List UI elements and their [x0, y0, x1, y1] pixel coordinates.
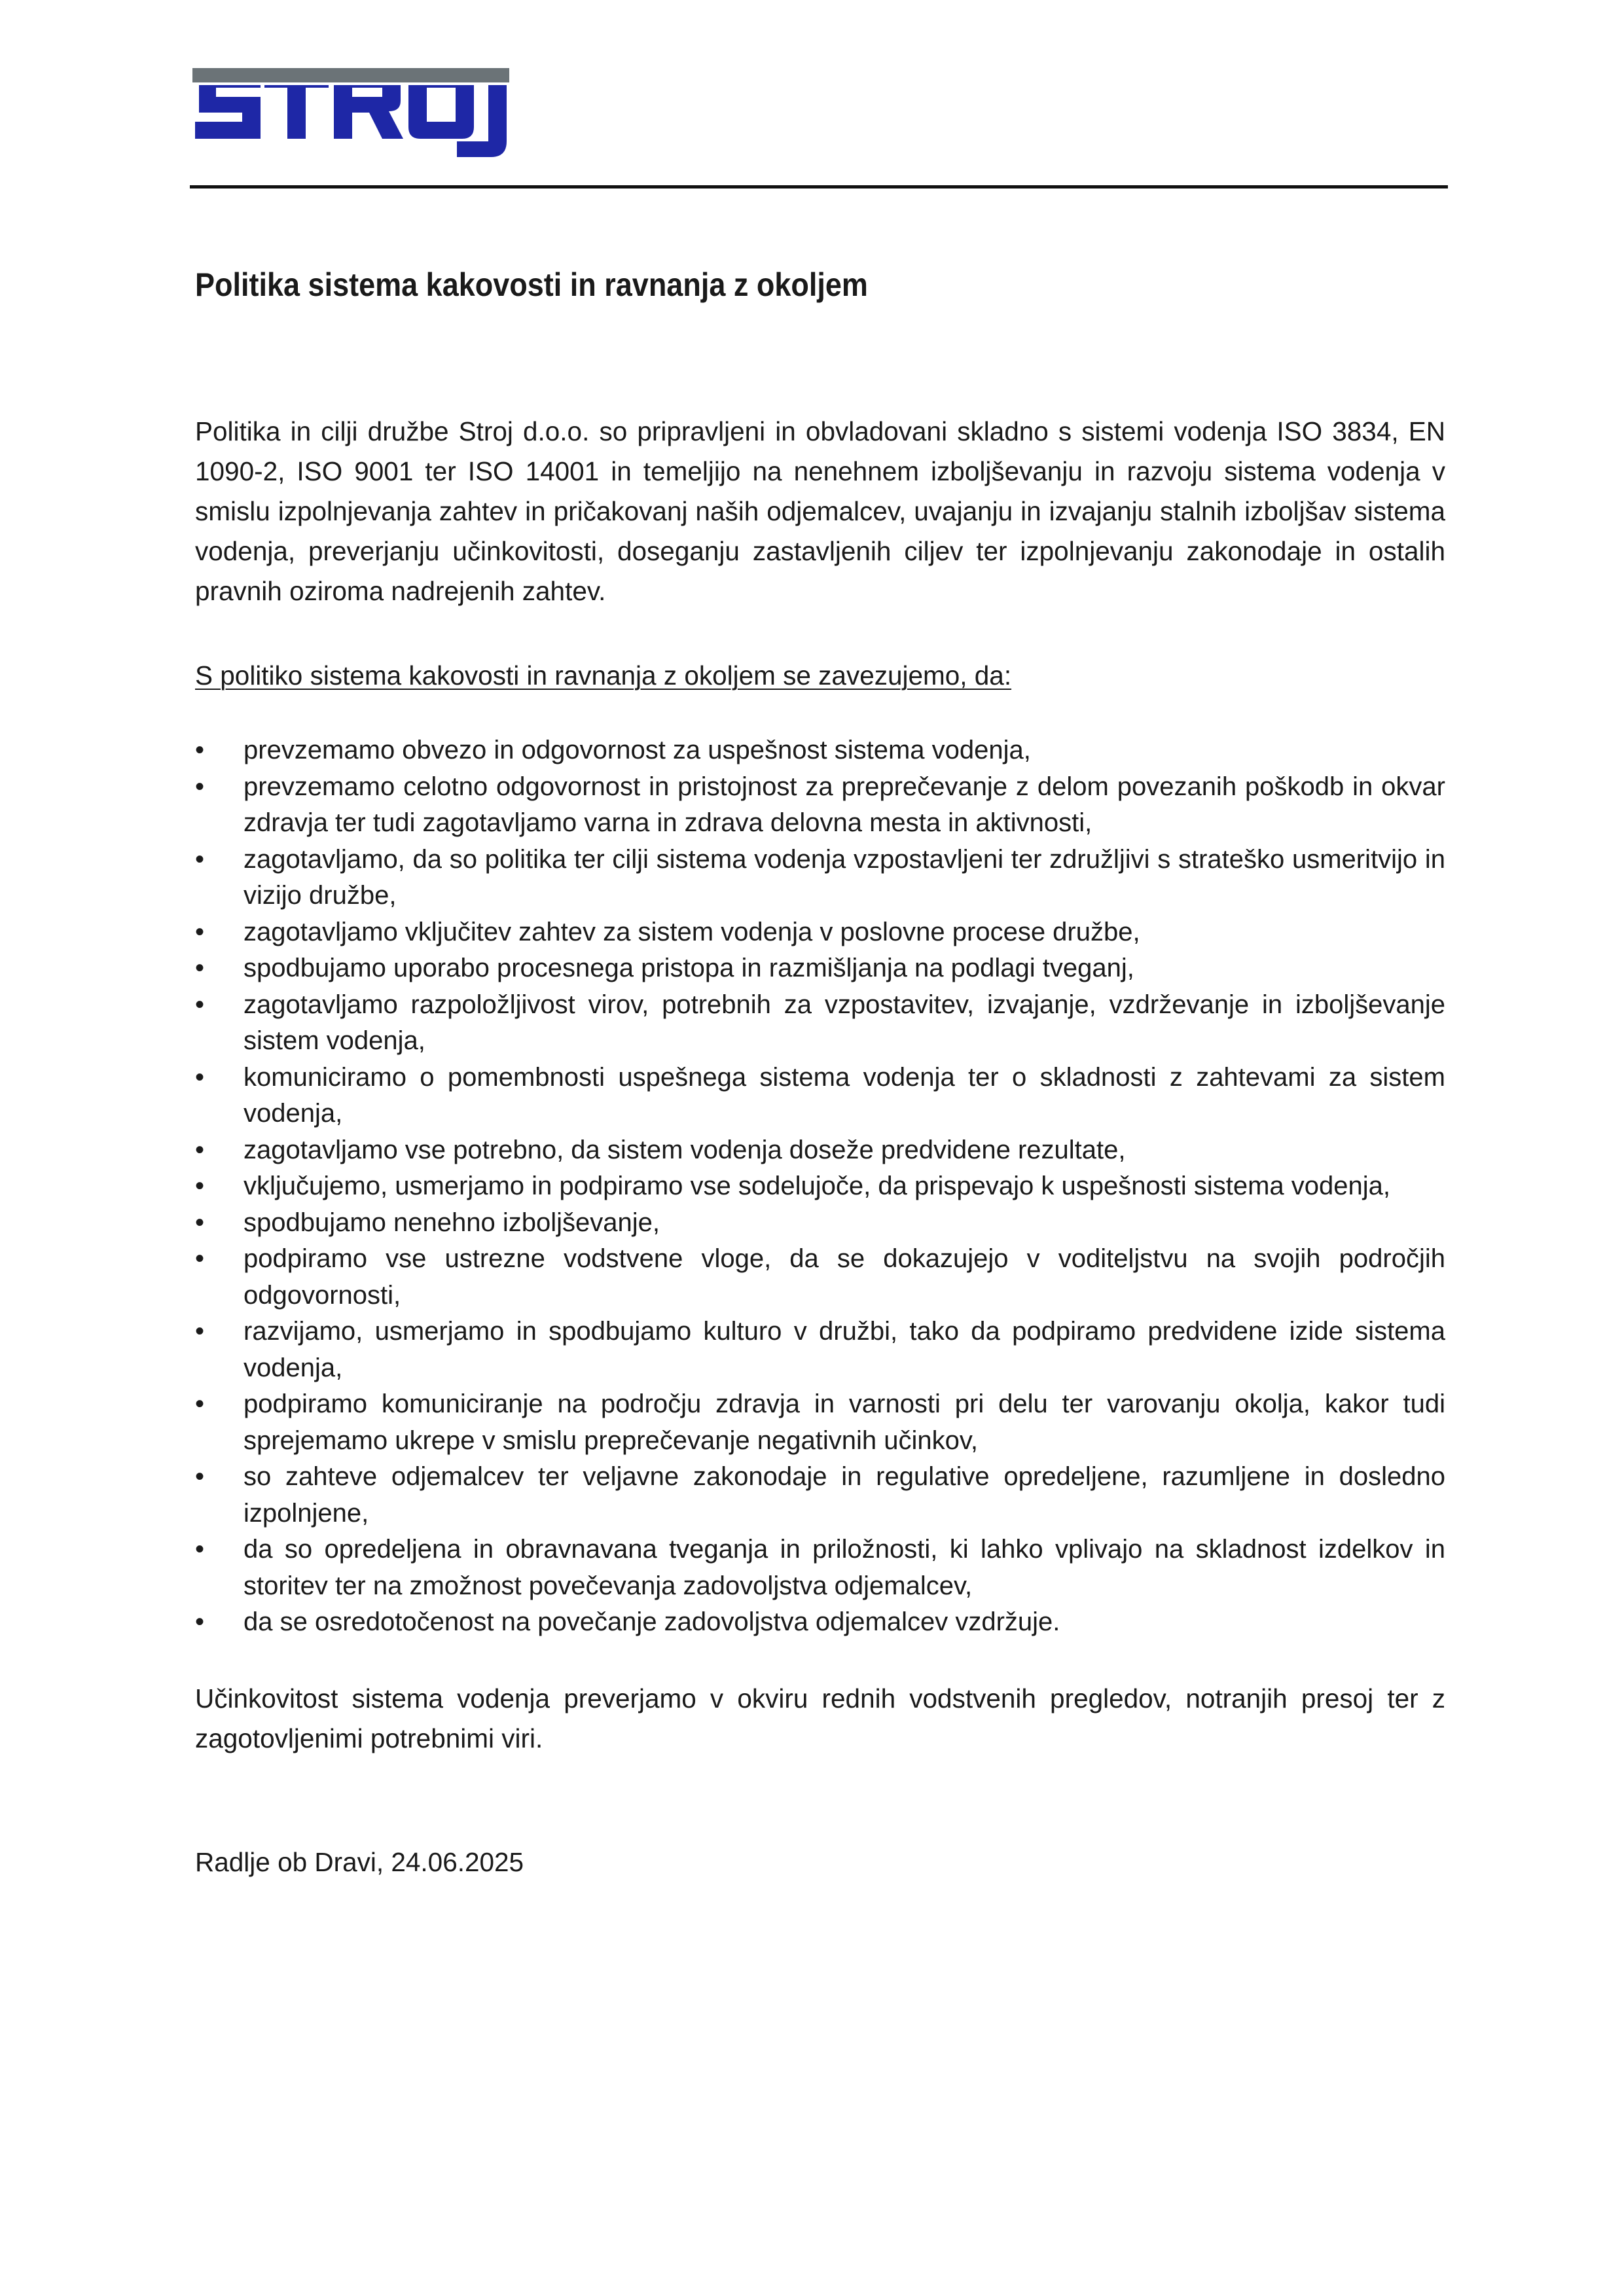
- logo-top-band: [192, 68, 509, 82]
- list-item: • zagotavljamo vse potrebno, da sistem vodenja doseže predvidene rezultate,: [195, 1132, 1445, 1169]
- intro-paragraph: Politika in cilji družbe Stroj d.o.o. so pripravljeni in obvladovani skladno s sistemi vodenja ISO 3834, EN 1090-2, ISO 9001 ter ISO 14001 in temeljijo na nenehnem izboljševanju in razvoju sistema vodenja v smislu izpolnjevanja zahtev in pričakovanj naših odjemalcev, uvajanju in izvajanju stalnih izboljšav sistema vodenja, preverjanju učinkovitosti, doseganju zastavljenih ciljev ter izpolnjevanju zakonodaje in ostalih pravnih oziroma nadrejenih zahtev.: [195, 416, 1445, 606]
- place-date: Radlje ob Dravi, 24.06.2025: [195, 1846, 524, 1877]
- bullet-icon: •: [195, 1172, 205, 1200]
- list-item: • zagotavljamo razpoložljivost virov, potrebnih za vzpostavitev, izvajanje, vzdrževanje in izboljševanje sistem vodenja,: [195, 987, 1445, 1060]
- bullet-icon: •: [195, 1607, 205, 1636]
- list-item: • zagotavljamo vključitev zahtev za sistem vodenja v poslovne procese družbe,: [195, 914, 1445, 951]
- bullet-icon: •: [195, 1062, 205, 1092]
- header-divider: [190, 185, 1448, 188]
- list-item: • da so opredeljena in obravnavana tveganja in priložnosti, ki lahko vplivajo na skladnost izdelkov in storitev ter na zmožnost povečevanja zadovoljstva odjemalcev,: [195, 1532, 1445, 1604]
- closing-paragraph: Učinkovitost sistema vodenja preverjamo v okviru rednih vodstvenih pregledov, notranjih presoj ter z zagotovljenimi potrebnimi viri.: [195, 1683, 1445, 1753]
- list-item: • komuniciramo o pomembnosti uspešnega sistema vodenja ter o skladnosti z zahtevami za sistem vodenja,: [195, 1060, 1445, 1132]
- bullet-icon: •: [195, 1390, 205, 1418]
- list-item: • zagotavljamo, da so politika ter cilji sistema vodenja vzpostavljeni ter združljivi s strateško usmeritvijo in vizijo družbe,: [195, 842, 1445, 914]
- document-body: [195, 265, 1445, 1882]
- list-item: • so zahteve odjemalcev ter veljavne zakonodaje in regulative opredeljene, razumljene in dosledno izpolnjene,: [195, 1459, 1445, 1532]
- list-item: • vključujemo, usmerjamo in podpiramo vse sodelujoče, da prispevajo k uspešnosti sistema vodenja,: [195, 1168, 1445, 1205]
- list-item: • spodbujamo uporabo procesnega pristopa in razmišljanja na podlagi tveganj,: [195, 950, 1445, 987]
- list-item: • podpiramo vse ustrezne vodstvene vloge, da se dokazujejo v voditeljstvu na svojih področjih odgovornosti,: [195, 1241, 1445, 1314]
- list-item: • prevzemamo obvezo in odgovornost za uspešnost sistema vodenja,: [195, 732, 1445, 769]
- bullet-icon: •: [195, 1208, 205, 1237]
- bullet-icon: •: [195, 1244, 205, 1273]
- commitments-list: [195, 732, 1445, 1641]
- bullet-icon: •: [195, 844, 205, 874]
- bullet-icon: •: [195, 917, 205, 946]
- list-item: • prevzemamo celotno odgovornost in pristojnost za preprečevanje z delom povezanih poškodb in okvar zdravja ter tudi zagotavljamo varna in zdrava delovna mesta in aktivnosti,: [195, 769, 1445, 842]
- document-title: Politika sistema kakovosti in ravnanja z okoljem: [195, 266, 868, 303]
- bullet-icon: •: [195, 990, 205, 1019]
- list-item: • da se osredotočenost na povečanje zadovoljstva odjemalcev vzdržuje.: [195, 1604, 1445, 1641]
- bullet-icon: •: [195, 772, 205, 801]
- bullet-icon: •: [195, 1135, 205, 1164]
- list-item: • razvijamo, usmerjamo in spodbujamo kulturo v družbi, tako da podpiramo predvidene izide sistema vodenja,: [195, 1314, 1445, 1386]
- stroj-logo: [192, 68, 533, 160]
- bullet-icon: •: [195, 1317, 205, 1346]
- bullet-icon: •: [195, 1462, 205, 1491]
- commitments-heading: S politiko sistema kakovosti in ravnanja z okoljem se zavezujemo, da:: [195, 660, 1012, 691]
- bullet-icon: •: [195, 736, 205, 764]
- bullet-icon: •: [195, 1535, 205, 1564]
- list-item: • spodbujamo nenehno izboljševanje,: [195, 1205, 1445, 1242]
- bullet-icon: •: [195, 954, 205, 982]
- list-item: • podpiramo komuniciranje na področju zdravja in varnosti pri delu ter varovanju okolja, kakor tudi sprejemamo ukrepe v smislu preprečevanje negativnih učinkov,: [195, 1386, 1445, 1459]
